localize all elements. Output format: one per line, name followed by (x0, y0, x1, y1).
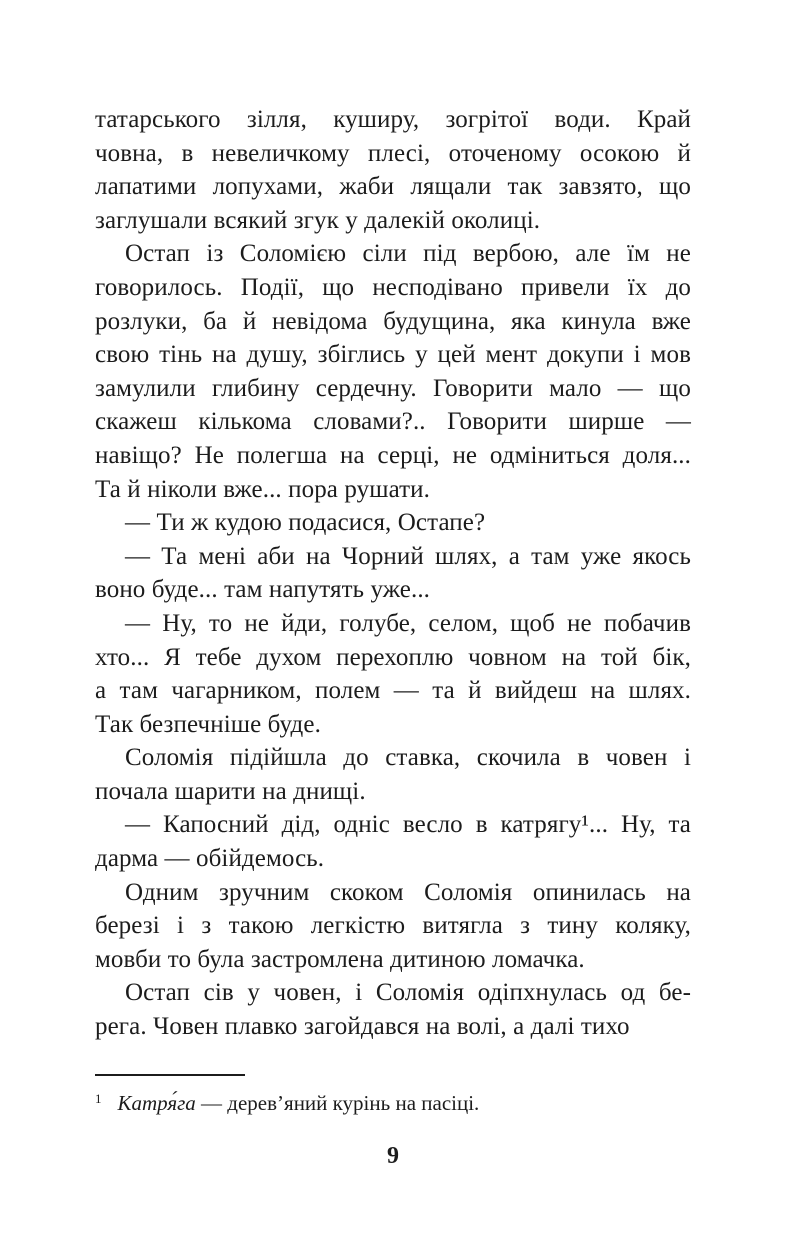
footnote-text (95, 1085, 691, 1117)
paragraph (95, 741, 691, 808)
footnote (95, 1074, 691, 1117)
paragraph (95, 506, 691, 540)
text-line: заглушали всякий згук у далекій околиці. (95, 206, 541, 234)
page-number: 9 (387, 1142, 399, 1169)
text-line: — Та мені аби на Чорний шлях, а там уже якось (125, 542, 691, 570)
paragraph (95, 976, 691, 1043)
text-line: воно буде... там напутять уже... (95, 576, 431, 604)
text-line: хто... Я тебе духом перехоплю човном на той бік, (95, 643, 691, 671)
footnote-definition: — дерев’яний курінь на пасіці. (201, 1090, 480, 1115)
text-line: — Ти ж кудою подасися, Остапе? (125, 509, 486, 537)
text-line: Остап сів у човен, і Соломія одіпхнулась од бе- (125, 979, 691, 1007)
text-line: Та й ніколи вже... пора рушати. (95, 475, 430, 503)
text-column (95, 103, 691, 1170)
text-line: Одним зручним скоком Соломія опинилась на (125, 878, 691, 906)
text-line: — Ну, то не йди, голубе, селом, щоб не побачив (125, 609, 691, 637)
text-line: а там чагарником, полем — та й вийдеш на шлях. (95, 677, 691, 705)
footnote-rule (95, 1074, 245, 1076)
text-line: скажеш кількома словами?.. Говорити ширше — (95, 408, 691, 436)
text-line: лапатими лопухами, жаби лящали так завзято, що (95, 173, 691, 201)
text-line: замулили глибину сердечну. Говорити мало — що (95, 374, 691, 402)
text-line: почала шарити на днищі. (95, 777, 366, 805)
footnote-term: Катря́га (117, 1090, 196, 1115)
paragraph (95, 808, 691, 875)
footnote-marker: 1 (95, 1090, 102, 1106)
text-line: Соломія підійшла до ставка, скочила в човен і (125, 744, 691, 772)
paragraph (95, 237, 691, 506)
paragraph (95, 540, 691, 607)
text-line: березі і з такою легкістю витягла з тину коляку, (95, 912, 691, 940)
text-line: татарського зілля, куширу, зогрітої води. Край (95, 106, 691, 133)
text-line: навіщо? Не полегша на серці, не одміниться доля... (95, 441, 691, 469)
paragraph (95, 876, 691, 977)
text-line: розлуки, ба й невідома будущина, яка кинула вже (95, 307, 691, 335)
text-line: дарма — обійдемось. (95, 845, 325, 873)
text-line: — Капосний дід, одніс весло в катрягу¹... Ну, та (125, 811, 691, 839)
text-line: Так безпечніше буде. (95, 710, 321, 738)
text-line: свою тінь на душу, збіглись у цей мент докупи і мов (95, 341, 691, 369)
text-line: мовби то була застромлена дитиною ломачка. (95, 945, 585, 973)
text-line: човна, в невеличкому плесі, оточеному осокою й (95, 139, 691, 167)
paragraph (95, 103, 691, 237)
text-line: говорилось. Події, що несподівано привели їх до (95, 273, 691, 301)
paragraph (95, 607, 691, 741)
paragraphs-container (95, 103, 691, 1044)
text-line: Остап із Соломією сіли під вербою, але їм не (125, 240, 691, 268)
text-line: рега. Човен плавко загойдався на волі, а далі тихо (95, 1013, 630, 1041)
